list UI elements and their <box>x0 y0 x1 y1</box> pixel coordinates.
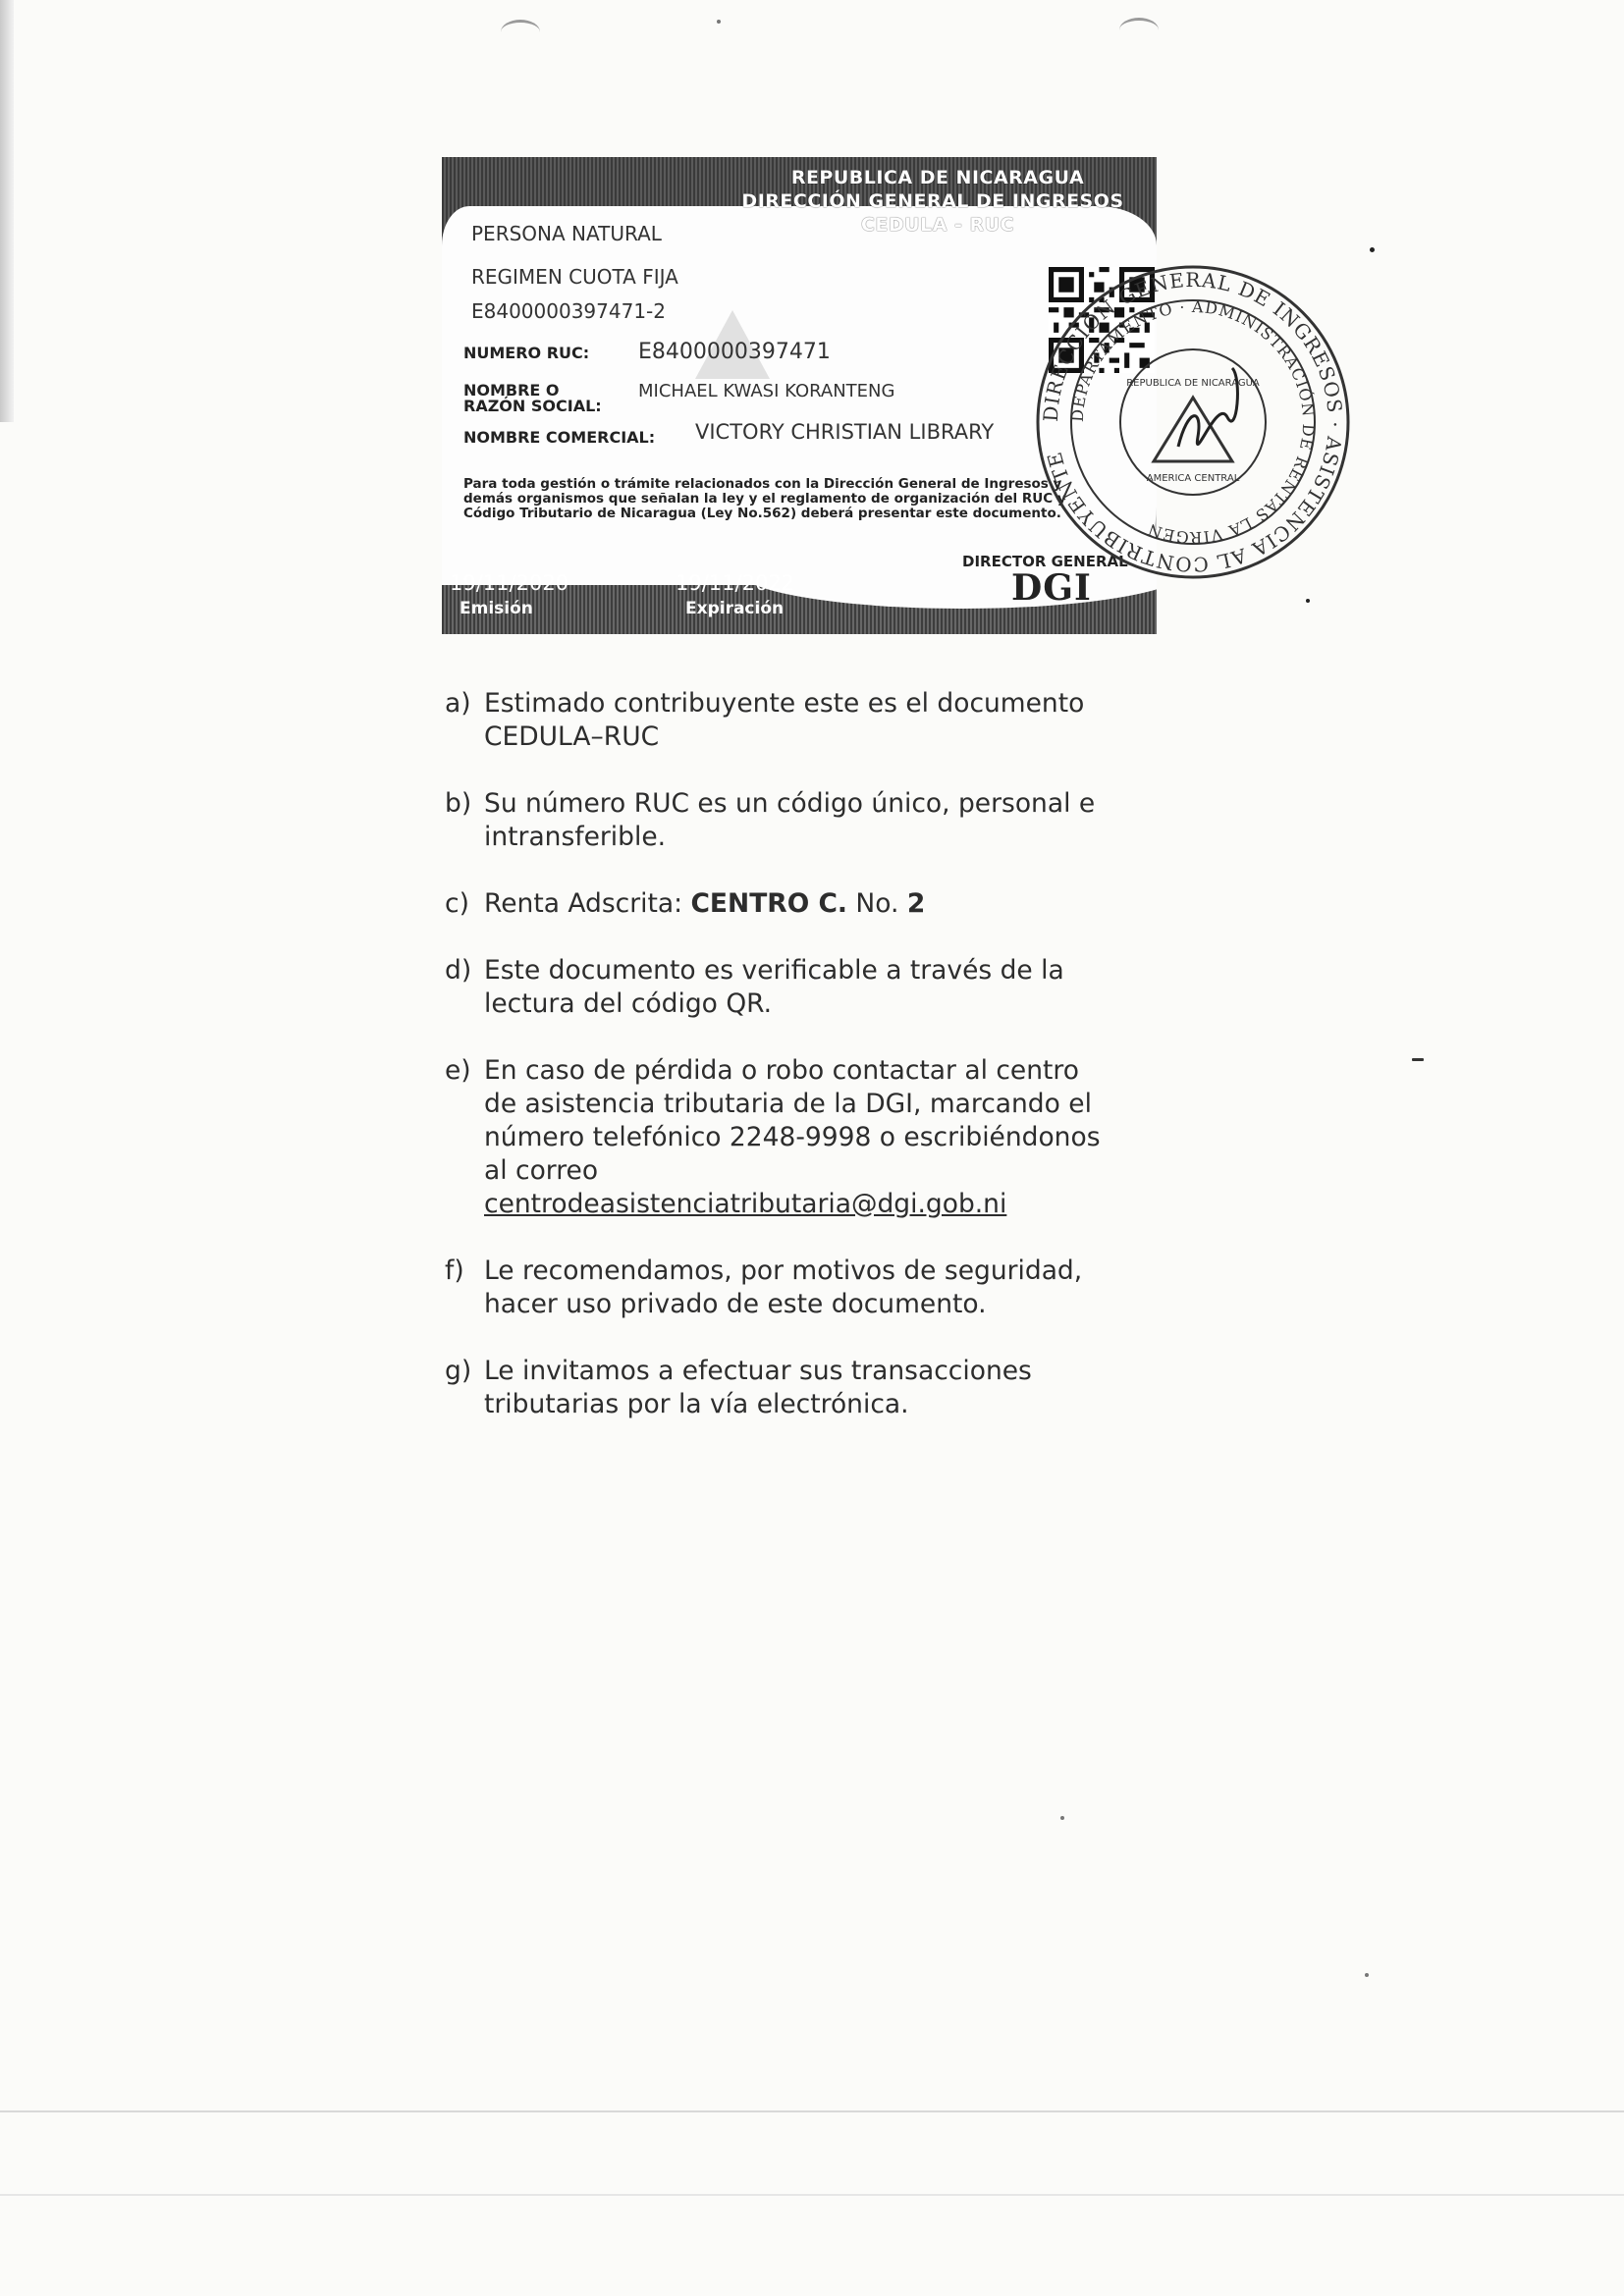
renta-number: 2 <box>906 888 926 919</box>
expiracion-label: Expiración <box>685 599 785 618</box>
ruc-value: E8400000397471 <box>638 340 831 364</box>
item-line: lectura del código QR. <box>484 988 773 1019</box>
item-line: tributarias por la vía electrónica. <box>484 1389 909 1419</box>
ruc-label: NUMERO RUC: <box>463 344 590 362</box>
card-header-country: REPUBLICA DE NICARAGUA <box>790 167 1085 188</box>
scan-speck <box>1412 1058 1424 1061</box>
nombre-value: MICHAEL KWASI KORANTENG <box>638 381 895 401</box>
card-notice: Para toda gestión o trámite relacionados con la Dirección General de Ingresos y demás organismos que señalan la ley y el reglamento de organización del RUC y Código Tributario de Nicaragua (Ley No.562) deberá presentar este documento. <box>463 476 1066 521</box>
list-item <box>445 887 1171 921</box>
nombre-label-2: RAZÓN SOCIAL: <box>463 397 602 415</box>
item-marker: a) <box>445 688 471 719</box>
seal-inner-text <box>1068 297 1318 547</box>
director-label: DIRECTOR GENERAL <box>962 553 1128 570</box>
scan-band <box>0 2110 1624 2112</box>
info-list <box>445 687 1171 1455</box>
renta-middle: No. <box>846 888 907 919</box>
renta-prefix: Renta Adscrita: <box>484 888 691 919</box>
item-line: Su número RUC es un código único, personal e <box>484 788 1096 819</box>
official-seal-stamp <box>1031 260 1355 584</box>
regimen: REGIMEN CUOTA FIJA <box>471 265 678 289</box>
scan-speck <box>1370 247 1375 252</box>
item-line: Le recomendamos, por motivos de seguridad, <box>484 1255 1083 1286</box>
expiracion-date: 19/11/2022 <box>676 571 795 595</box>
item-line: número telefónico 2248-9998 o escribiéndonos <box>484 1122 1101 1152</box>
list-item <box>445 1355 1171 1421</box>
item-line: Estimado contribuyente este es el documento <box>484 688 1085 719</box>
comercial-label: NOMBRE COMERCIAL: <box>463 428 656 447</box>
support-email-link[interactable]: centrodeasistenciatributaria@dgi.gob.ni <box>484 1189 1007 1219</box>
seal-center-top: REPUBLICA DE NICARAGUA <box>1126 378 1260 389</box>
item-line <box>484 887 1171 921</box>
item-line: de asistencia tributaria de la DGI, marcando el <box>484 1089 1092 1119</box>
item-line <box>484 1188 1171 1221</box>
card-header-doc-type: CEDULA - RUC <box>860 214 1015 236</box>
item-marker: g) <box>445 1356 472 1386</box>
renta-centro: CENTRO C. <box>690 888 847 919</box>
item-line: Este documento es verificable a través de la <box>484 955 1064 986</box>
item-marker: e) <box>445 1055 471 1086</box>
item-marker: d) <box>445 955 472 986</box>
list-item <box>445 1054 1171 1221</box>
item-line: CEDULA–RUC <box>484 721 660 752</box>
list-item <box>445 1255 1171 1321</box>
list-item <box>445 687 1171 754</box>
dgi-signature: DGI <box>1011 567 1092 609</box>
nicaragua-triangle-icon <box>1154 398 1232 461</box>
seal-inner-ring: DEPARTAMENTO · ADMINISTRACIÓN DE RENTAS LA VIRGEN <box>1067 296 1319 548</box>
emision-label: Emisión <box>460 599 533 618</box>
card-code: E8400000397471-2 <box>471 299 666 323</box>
item-line: intransferible. <box>484 822 667 852</box>
emision-date: 19/11/2020 <box>450 571 569 595</box>
item-line: En caso de pérdida o robo contactar al centro <box>484 1055 1079 1086</box>
comercial-value: VICTORY CHRISTIAN LIBRARY <box>695 420 995 444</box>
punch-hole-right <box>1119 18 1159 42</box>
scan-speck <box>1060 1816 1064 1820</box>
seal-outer-ring: DIRECCIÓN GENERAL DE INGRESOS · ASISTENCIA AL CONTRIBUYENTE <box>1038 267 1348 577</box>
scan-speck <box>1365 1973 1369 1977</box>
scan-left-edge <box>0 0 14 422</box>
list-item <box>445 787 1171 854</box>
scan-speck <box>1306 599 1310 603</box>
item-line: Le invitamos a efectuar sus transacciones <box>484 1356 1032 1386</box>
item-marker: c) <box>445 888 469 919</box>
persona-type: PERSONA NATURAL <box>471 222 662 245</box>
seal-center-bottom: AMERICA CENTRAL <box>1146 473 1240 484</box>
item-marker: f) <box>445 1255 464 1286</box>
item-line: hacer uso privado de este documento. <box>484 1289 987 1319</box>
scan-speck <box>717 20 721 24</box>
card-header-agency: DIRECCIÓN GENERAL DE INGRESOS <box>741 190 1124 212</box>
scan-band <box>0 2194 1624 2196</box>
item-line: al correo <box>484 1155 599 1186</box>
list-item <box>445 954 1171 1021</box>
punch-hole-left <box>501 20 540 44</box>
nombre-label-1: NOMBRE O <box>463 381 560 400</box>
item-marker: b) <box>445 788 472 819</box>
